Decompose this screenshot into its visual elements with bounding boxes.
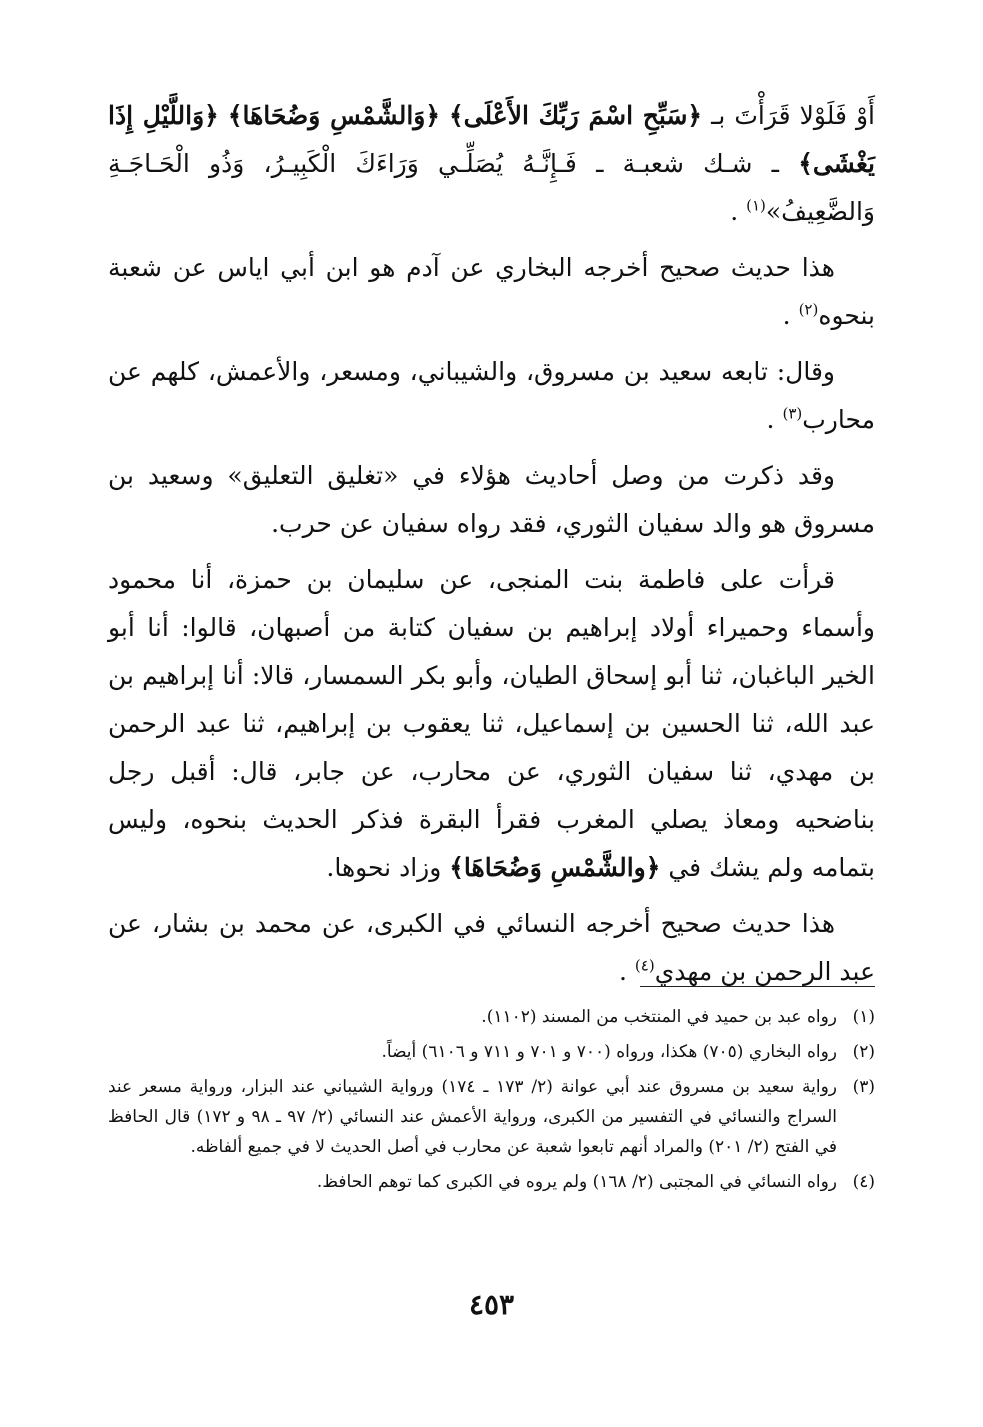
quran-quote: ﴿وَالشَّمْسِ وَضُحَاهَا﴾: [227, 101, 441, 130]
footnote-text: رواية سعيد بن مسروق عند أبي عوانة (٢/ ١٧٣ ـ ١٧٤) ورواية الشيباني عند البزار، ورواية مسعر عند السراج والنسائي في التفسير من الكبرى، ورواية الأعمش عند النسائي (٢/ ٩٧ ـ ٩٨ و ١٧٢) قال الحافظ في الفتح (٢/ ٢٠١) والمراد أنهم تابعوا شعبة عن محارب في أصل الحديث لا في جميع ألفاظه.: [108, 1077, 837, 1157]
paragraph: [108, 348, 875, 444]
text-run: أَوْ فَلَوْلا قَرَأْتَ بـ: [702, 101, 876, 130]
text-run: وقد ذكرت من وصل أحاديث هؤلاء في «تغليق التعليق» وسعيد بن مسروق هو والد سفيان الثوري، فقد رواه سفيان عن حرب.: [108, 461, 875, 538]
footnote-text: رواه عبد بن حميد في المنتخب من المسند (١١٠٢).: [481, 1007, 837, 1027]
paragraph: [108, 556, 875, 892]
footnote-number: (٤): [852, 1172, 875, 1192]
footnote-ref: (١): [746, 196, 766, 215]
footnote-separator: [640, 986, 875, 987]
text-run: .: [619, 957, 635, 986]
text-run: هذا حديث صحيح أخرجه النسائي في الكبرى، عن محمد بن بشار، عن عبد الرحمن بن مهدي: [108, 909, 875, 986]
quran-quote: ﴿سَبِّحِ اسْمَ رَبِّكَ الأَعْلَى﴾: [449, 101, 703, 130]
footnote-number: (٣): [852, 1077, 875, 1097]
footnote-number: (١): [852, 1007, 875, 1027]
text-run: قرأت على فاطمة بنت المنجى، عن سليمان بن حمزة، أنا محمود وأسماء وحميراء أولاد إبراهيم بن سفيان كتابة من أصبهان، قالوا: أنا أبو الخير الباغبان، ثنا أبو إسحاق الطيان، وأبو بكر السمسار، قالا: أنا إبراهيم بن عبد الله، ثنا الحسين بن إسماعيل، ثنا يعقوب بن إبراهيم، ثنا عبد الرحمن بن مهدي، ثنا سفيان الثوري، عن محارب، عن جابر، قال: أقبل رجل بناضحيه ومعاذ يصلي المغرب فقرأ البقرة فذكر الحديث بنحوه، وليس بتمامه ولم يشك في: [108, 565, 876, 882]
quran-quote: ﴿وَاللَّيْلِ إِذَا يَغْشَى﴾: [108, 101, 875, 178]
page-number: ٤٥٣: [468, 1288, 515, 1321]
footnote-number: (٢): [852, 1042, 875, 1062]
footnote: [108, 1167, 875, 1197]
text-run: ـ شـك شعبـة ـ فَـإِنَّـهُ يُصَلِّـي وَرَاءَكَ الْكَبِيـرُ، وَذُو الْحَـاجَـةِ وَالضَّعِيفُ»: [108, 149, 875, 226]
footnote-ref: (٤): [634, 956, 655, 975]
main-text: [108, 92, 875, 1004]
text-run: [219, 101, 228, 130]
footnote-ref: (٣): [782, 404, 803, 423]
text-run: [440, 101, 449, 130]
text-run: وزاد نحوها.: [326, 853, 450, 882]
footnote: [108, 1037, 875, 1067]
paragraph: [108, 244, 875, 340]
paragraph: [108, 900, 875, 996]
paragraph: [108, 452, 875, 548]
quran-quote: ﴿والشَّمْسِ وَضُحَاهَا﴾: [449, 853, 661, 882]
text-run: وقال: تابعه سعيد بن مسروق، والشيباني، ومسعر، والأعمش، كلهم عن محارب: [108, 357, 875, 434]
footnote: [108, 1002, 875, 1032]
footnote: [108, 1072, 875, 1162]
text-run: .: [766, 405, 783, 434]
text-run: هذا حديث صحيح أخرجه البخاري عن آدم هو ابن أبي اياس عن شعبة بنحوه: [108, 253, 875, 330]
footnotes: [108, 1002, 875, 1202]
footnote-text: رواه البخاري (٧٠٥) هكذا، ورواه (٧٠٠ و ٧٠١ و ٧١١ و ٦١٠٦) أيضاً.: [381, 1042, 837, 1062]
paragraph: [108, 92, 875, 236]
footnote-ref: (٢): [798, 300, 819, 319]
text-run: .: [730, 197, 747, 226]
text-run: .: [782, 301, 799, 330]
footnote-text: رواه النسائي في المجتبى (٢/ ١٦٨) ولم يروه في الكبرى كما توهم الحافظ.: [316, 1172, 837, 1192]
